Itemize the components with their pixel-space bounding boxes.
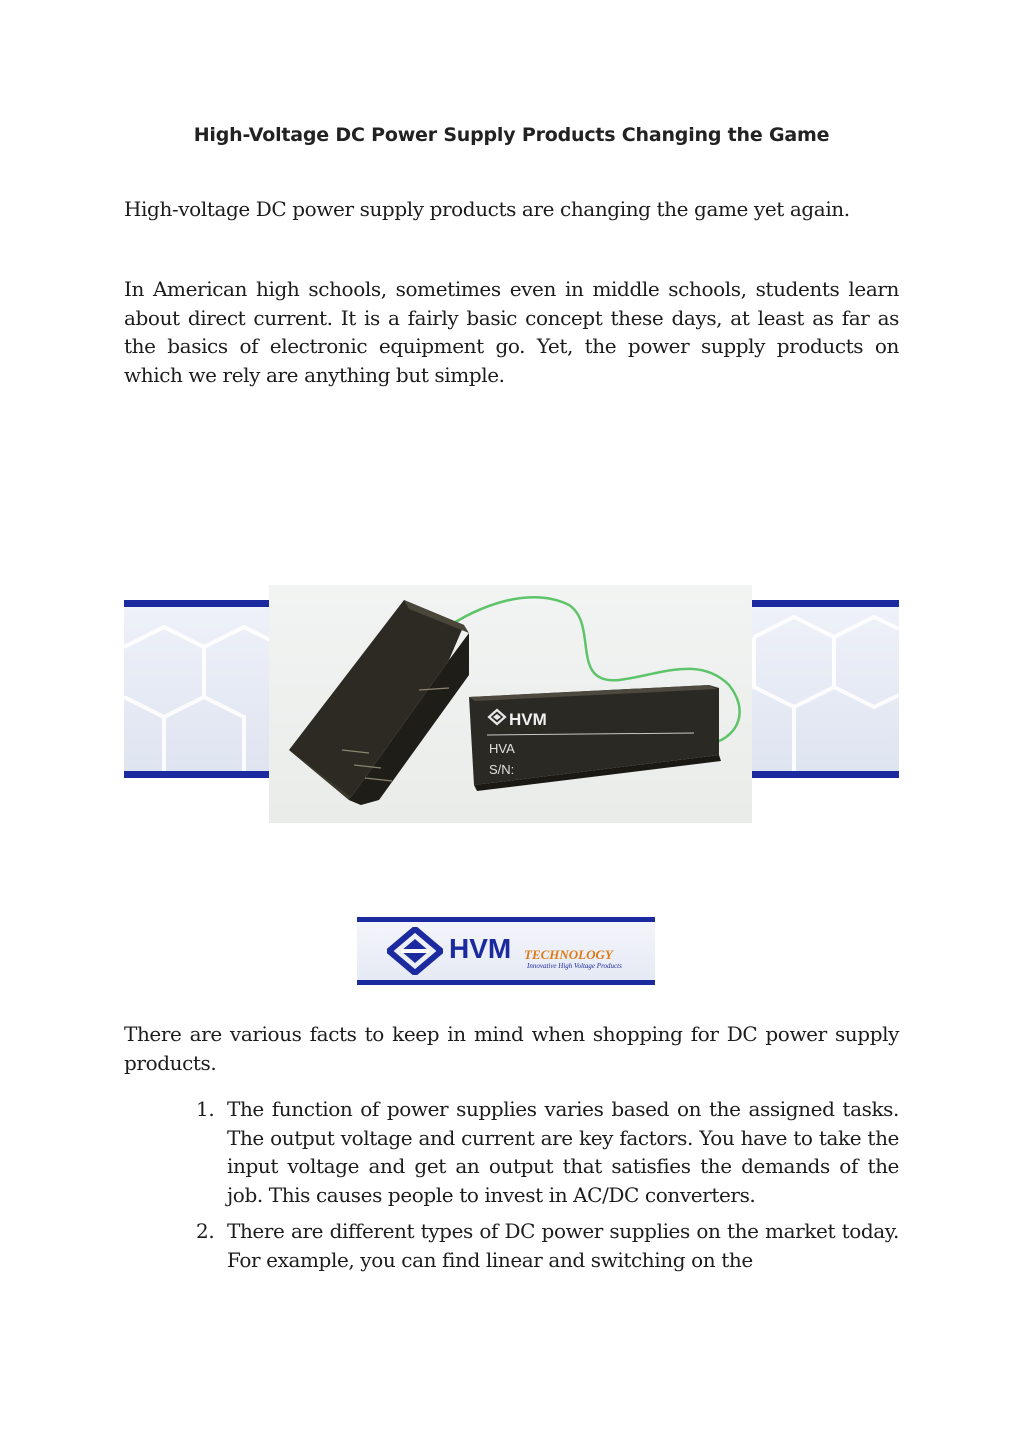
document-title: High-Voltage DC Power Supply Products Changing the Game — [193, 124, 830, 146]
logo-name: HVM — [449, 933, 512, 964]
list-item-number: 2. — [196, 1219, 215, 1243]
product-photo — [269, 585, 752, 823]
paragraph-intro: High-voltage DC power supply products are changing the game yet again. — [124, 197, 850, 221]
facts-list — [190, 1095, 899, 1282]
product-model-label: HVA — [489, 741, 515, 756]
logo-tagline: Innovative High Voltage Products — [527, 962, 622, 970]
product-serial-label: S/N: — [489, 762, 515, 777]
logo-subtitle: TECHNOLOGY — [524, 947, 613, 962]
list-item — [190, 1217, 899, 1274]
company-logo — [357, 917, 655, 985]
list-item-text: There are different types of DC power supplies on the market today. For example, you can find linear and switching on the — [227, 1219, 899, 1272]
list-item-number: 1. — [196, 1097, 215, 1121]
power-supply-modules-illustration — [269, 585, 752, 823]
list-item-text: The function of power supplies varies based on the assigned tasks. The output voltage and current are key factors. You have to take the input voltage and get an output that satisfies the demands of the job. This causes people to invest in AC/DC converters. — [227, 1097, 899, 1207]
diamond-logo-icon — [387, 927, 443, 975]
product-brand-label: HVM — [509, 710, 547, 729]
list-item — [190, 1095, 899, 1209]
paragraph-background: In American high schools, sometimes even in middle schools, students learn about direct current. It is a fairly basic concept these days, at least as far as the basics of electronic equipment go. Yet, the power supply products on which we rely are anything but simple. — [124, 277, 899, 387]
logo-bottom-band — [357, 980, 655, 985]
paragraph-facts-intro: There are various facts to keep in mind when shopping for DC power supply products. — [124, 1022, 899, 1075]
